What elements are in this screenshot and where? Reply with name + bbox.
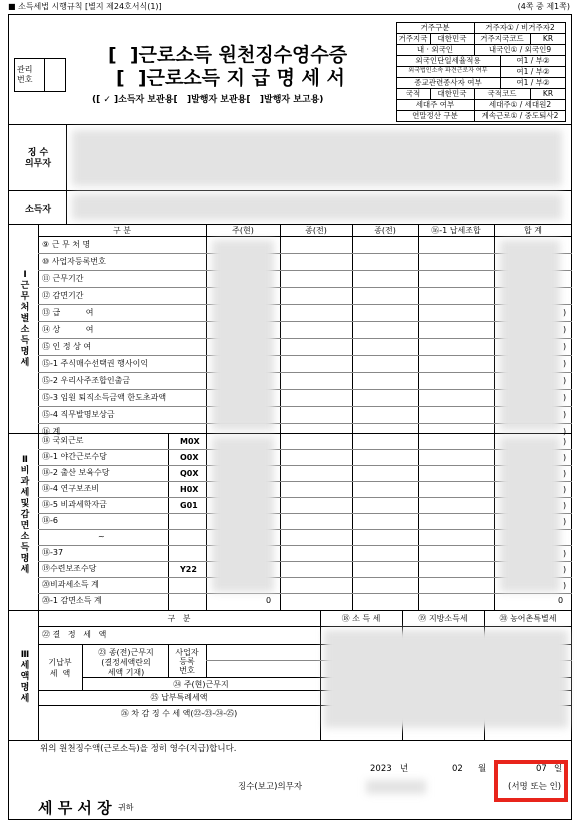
section-3-label: Ⅲ 세 액 명 세 [20, 650, 30, 704]
business-number-label: 사업자 등록 번호 [175, 648, 199, 675]
tax-amounts-redacted [324, 630, 568, 728]
title-receipt: [ ]근로소득 원천징수영수증 [108, 44, 348, 66]
info-citizenship-label: 국적 [405, 89, 421, 98]
code-training-allowance: Y22 [180, 565, 197, 574]
info-citizenship-code-label: 국적코드 [487, 89, 517, 98]
addressee-suffix: 귀하 [118, 803, 134, 812]
payer-signature-label: 징수(보고)의무자 [238, 782, 303, 792]
issue-day: 07 [536, 764, 547, 774]
page-info: (4쪽 중 제1쪽) [517, 2, 570, 11]
info-householder-label: 세대주 여부 [415, 100, 455, 109]
title-statement: [ ]근로소득 지 급 명 세 서 [116, 67, 345, 89]
total-values-redacted [500, 240, 560, 430]
info-country-code-label: 거주지국코드 [480, 34, 524, 43]
issue-month: 02 [452, 764, 463, 774]
row-night-work: ⑱-1 야간근로수당 [42, 452, 107, 461]
row-bonus: ⑭ 상 여 [42, 325, 94, 334]
row-research-allowance: ⑱-4 연구보조비 [42, 484, 100, 493]
previous-workplace-label: ㉓ 종(전)근무지 (결정세액란의 세액 기재) [98, 648, 154, 677]
payer-label: 징 수 의무자 [24, 148, 52, 169]
info-dispatched-value: 여1 / 부② [516, 67, 550, 76]
col-total: 합 계 [524, 226, 542, 235]
row-tuition: ⑱-5 비과세학자금 [42, 500, 107, 509]
row-invention-reward: ⑮-4 직무발명보상금 [42, 410, 115, 419]
row-childcare: ⑱-2 출산 보육수당 [42, 468, 110, 477]
info-nationality-value: 내국인① / 외국인9 [488, 45, 552, 54]
code-research-allowance: H0X [180, 485, 199, 494]
row-nontax-6: ⑱-6 [42, 516, 58, 525]
current-workplace-label: ㉔ 주(현)근무지 [173, 680, 229, 689]
info-country-value: 대한민국 [437, 34, 467, 43]
info-flat-tax-value: 여1 / 부② [516, 56, 550, 65]
nontax-main-values-redacted [212, 437, 274, 592]
month-unit: 월 [478, 764, 487, 774]
code-overseas-work: M0X [180, 437, 200, 446]
info-religious-label: 종교관련종사자 여부 [414, 78, 482, 87]
info-country-code-value: KR [542, 34, 554, 43]
row-executive-excess: ⑮-3 임원 퇴직소득금액 한도초과액 [42, 393, 167, 402]
info-residency-value: 거주자① / 비거주자2 [485, 23, 555, 32]
special-payment-label: ㉕ 납부특례세액 [150, 693, 208, 702]
day-unit: 일 [554, 764, 563, 774]
info-religious-value: 여1 / 부② [516, 78, 550, 87]
code-tuition: G01 [180, 501, 198, 510]
row-reduced-total: ⑳-1 감면소득 계 [42, 596, 102, 605]
info-residency-label: 거주구분 [420, 23, 450, 32]
col-tax-union: ⑯-1 납세조합 [431, 226, 481, 235]
info-country-label: 거주지국 [398, 34, 428, 43]
row-subtotal: ⑯ 계 [42, 427, 61, 436]
info-settlement-label: 연말정산 구분 [412, 111, 458, 120]
section-1-label: Ⅰ 근 무 처 별 소 득 명 세 [20, 270, 30, 368]
row-business-number: ⑩ 사업자등록번호 [42, 257, 106, 266]
form-reference: ■ 소득세법 시행규칙 [별지 제24호서식(1)] [8, 2, 162, 11]
info-citizenship-value: 대한민국 [437, 89, 467, 98]
col-rural-tax: ⑳ 농어촌특별세 [499, 614, 557, 623]
col-local-tax: ⑲ 지방소득세 [418, 614, 468, 623]
payer-info-redacted [72, 130, 562, 186]
signature-highlight-box [494, 760, 568, 802]
col-main: 주(현) [232, 226, 254, 235]
year-unit: 년 [400, 764, 409, 774]
net-withheld-tax-label: ㉖ 차 감 징 수 세 액(㉒-㉓-㉔-㉕) [120, 709, 238, 718]
row-workplace-name: ⑨ 근 무 처 명 [42, 240, 91, 249]
row-overseas-work: ⑱ 국외근로 [42, 436, 84, 445]
row-training-allowance: ⑲수련보조수당 [42, 564, 97, 573]
info-flat-tax-label: 외국인단일세율적용 [415, 56, 481, 65]
signature-placeholder: (서명 또는 인) [508, 782, 562, 792]
col-previous-1: 종(전) [305, 226, 327, 235]
row-esop-withdrawal: ⑮-2 우리사주조합인출금 [42, 376, 131, 385]
payer-name-redacted [366, 780, 426, 794]
confirmation-statement: 위의 원천징수액(근로소득)을 정히 영수(지급)합니다. [40, 744, 237, 754]
nontax-total-values-redacted [500, 437, 560, 592]
reduced-total-sum-value: 0 [558, 596, 564, 605]
row-tilde: ~ [98, 532, 105, 541]
issue-year: 2023 [370, 764, 392, 774]
reduced-total-main-value: 0 [266, 596, 272, 605]
tax-section-header: 구 분 [167, 614, 191, 623]
row-decided-tax: ㉒ 결 정 세 액 [42, 630, 107, 639]
tax-office-label: 세 무 서 장 [38, 799, 112, 817]
row-salary: ⑬ 급 여 [42, 308, 94, 317]
row-work-period: ⑪ 근무기간 [42, 274, 84, 283]
row-deemed-bonus: ⑮ 인 정 상 여 [42, 342, 92, 351]
copy-type-line: ([ ✓ ]소득자 보관용[ ]발행자 보관용[ ]발행자 보고용) [92, 95, 324, 105]
row-stock-option: ⑮-1 주식매수선택권 행사이익 [42, 359, 149, 368]
col-income-tax: ⑱ 소 득 세 [341, 614, 381, 623]
prepaid-tax-label: 기납부 세 액 [48, 658, 72, 678]
row-exemption-period: ⑫ 감면기간 [42, 291, 84, 300]
col-category: 구 분 [113, 226, 131, 235]
info-citizenship-code-value: KR [542, 89, 554, 98]
main-workplace-values-redacted [212, 240, 274, 430]
earner-info-redacted [72, 194, 562, 220]
row-nontax-37: ⑱-37 [42, 548, 64, 557]
management-number-label: 관리 번호 [17, 65, 33, 84]
info-dispatched-label: 외국법인소속 파견근로자 여부 [408, 67, 488, 74]
earner-label: 소득자 [24, 205, 52, 215]
info-nationality-label: 내 · 외국인 [416, 45, 454, 54]
row-nontax-total: ⑳비과세소득 계 [42, 580, 99, 589]
info-householder-value: 세대주① / 세대원2 [488, 100, 552, 109]
code-night-work: O0X [180, 453, 199, 462]
section-2-label: Ⅱ 비 과 세 및 감 면 소 득 명 세 [20, 455, 30, 575]
code-childcare: Q0X [180, 469, 199, 478]
col-previous-2: 종(전) [374, 226, 396, 235]
info-settlement-value: 계속근로① / 중도퇴사2 [481, 111, 559, 120]
